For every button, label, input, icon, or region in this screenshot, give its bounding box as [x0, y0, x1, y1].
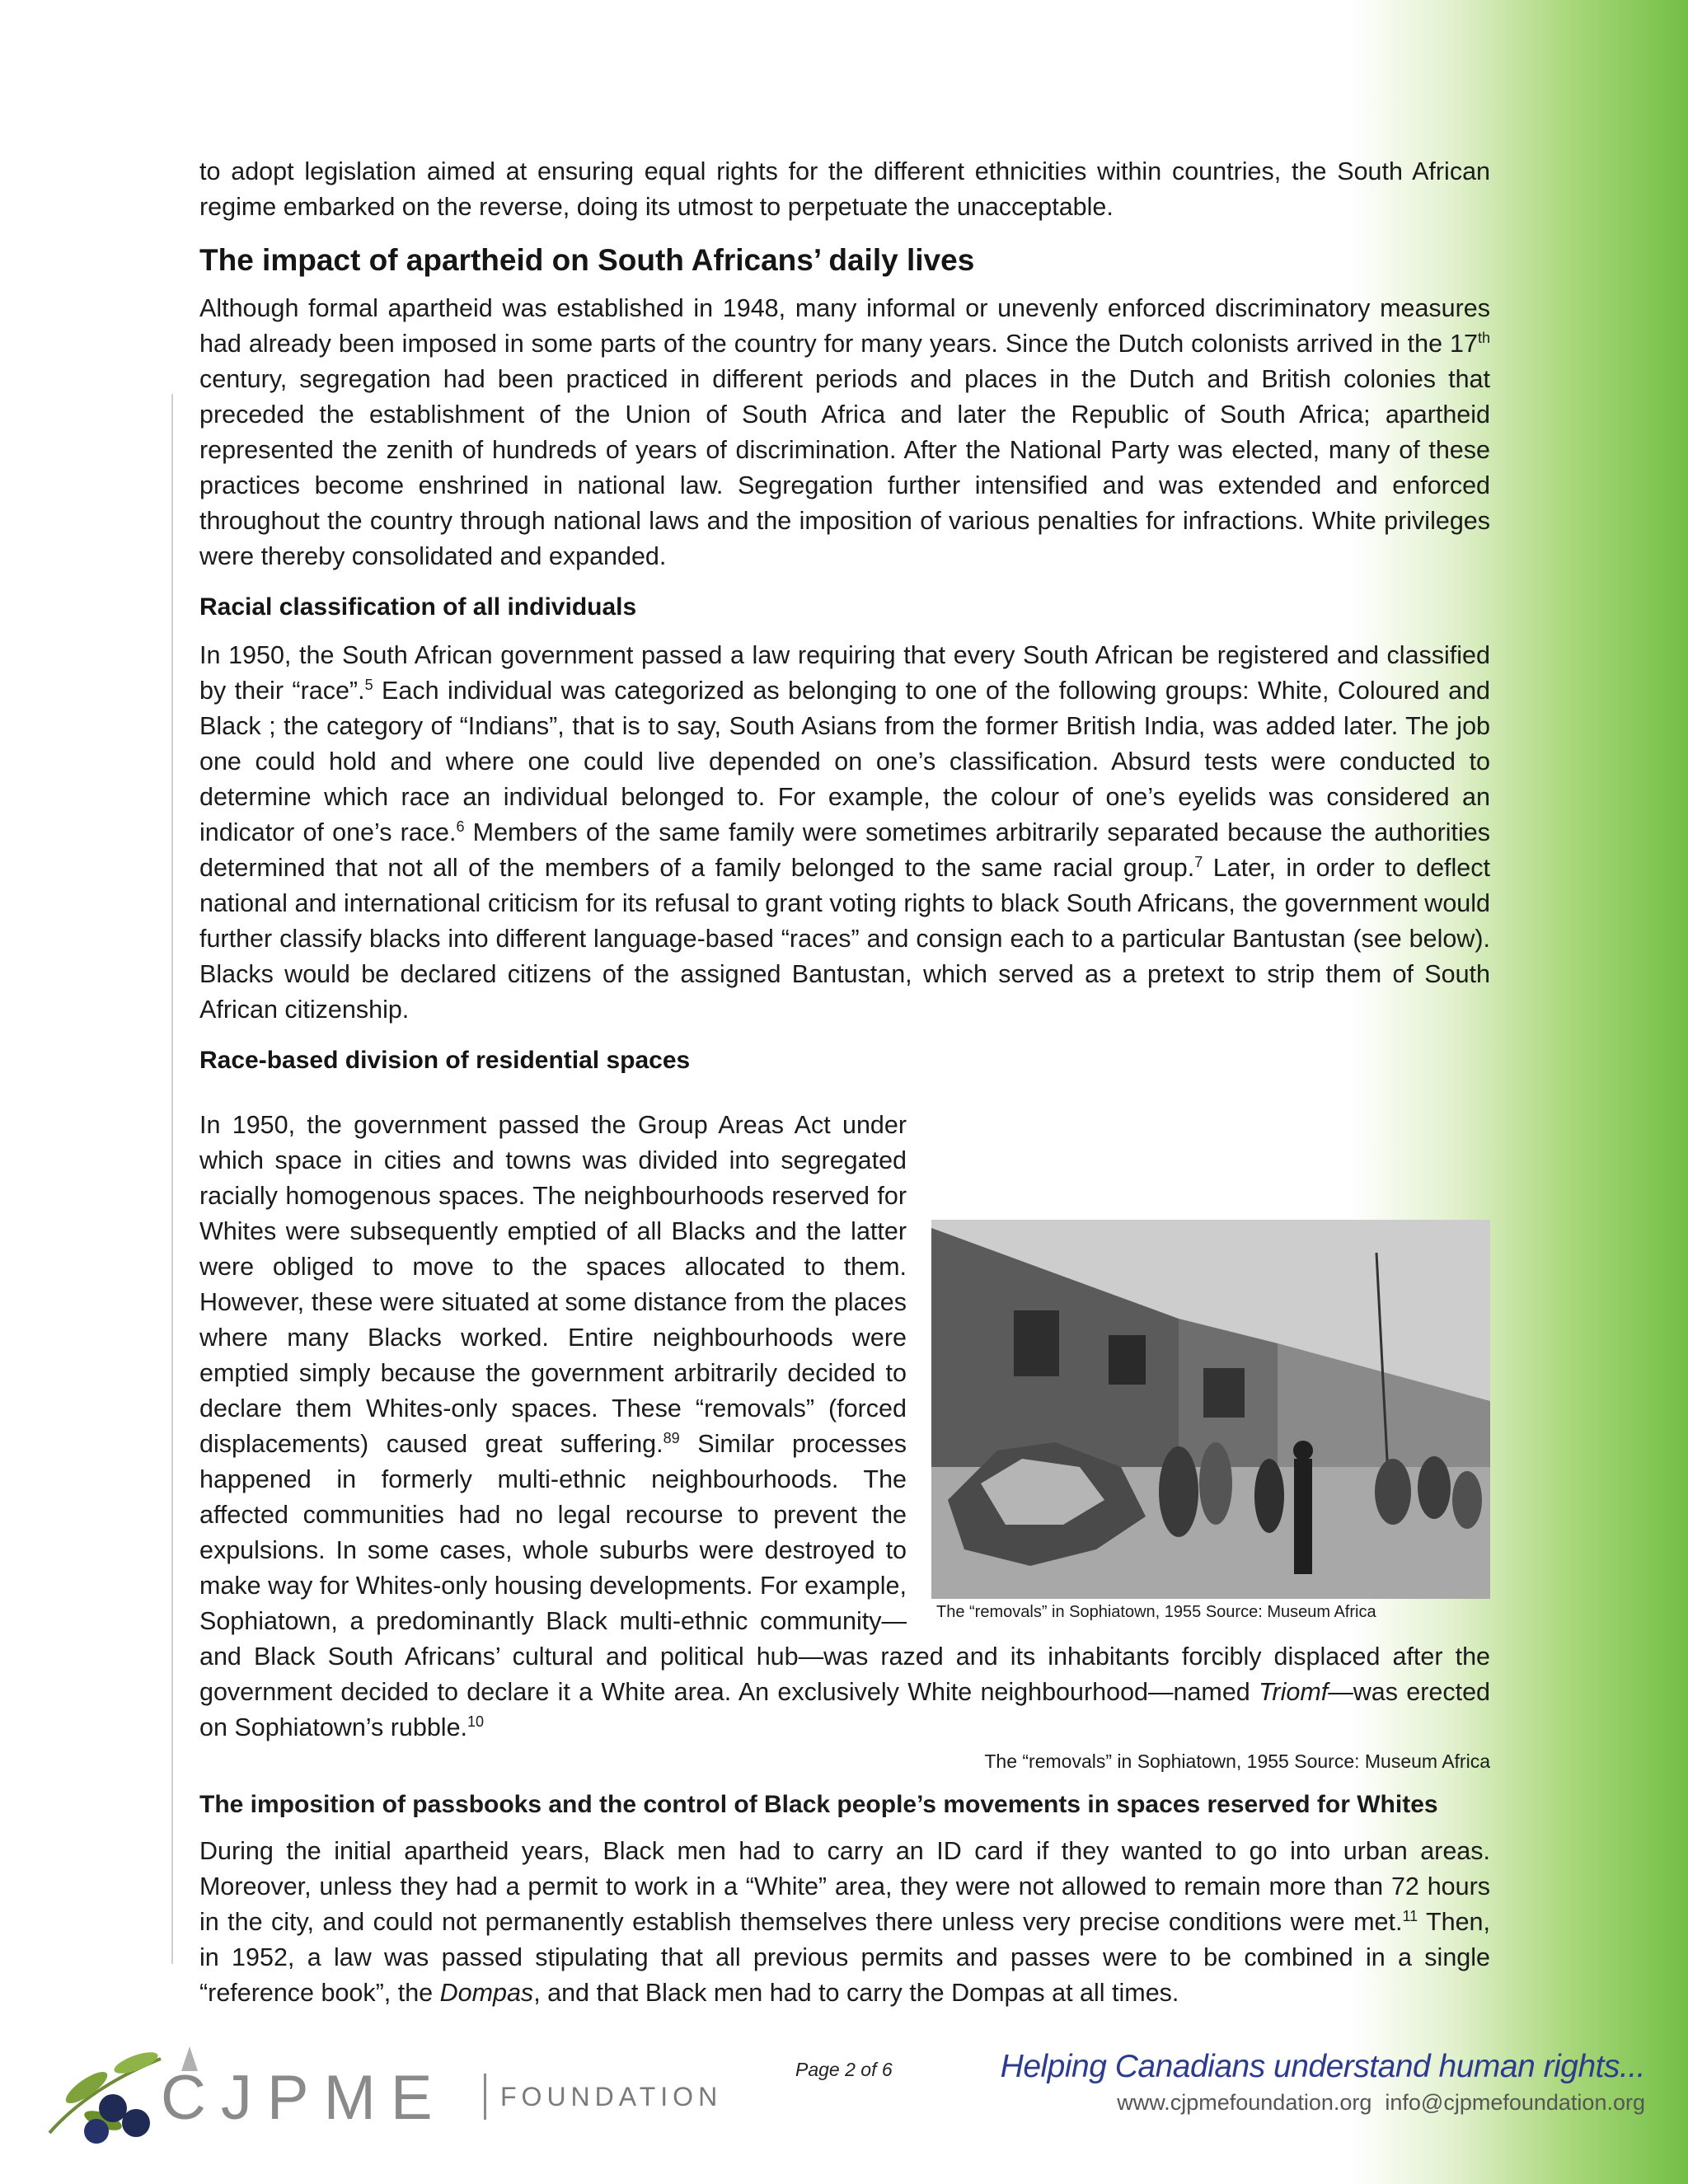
triomf-term: Triomf	[1259, 1678, 1329, 1706]
footnote-ref-6[interactable]: 6	[456, 818, 465, 835]
residential-body: In 1950, the government passed the Group Areas Act under which space in cities and towns was divided into segregated racially homogenous spaces. The neighbourhoods reserved for Whites were subsequently emptied of all Blacks and the latter were obliged to move to the spaces allocated to them. However, these were situated at some distance from the places where many Blacks worked. Entire neighbourhoods were emptied simply because the government arbitrarily decided to declare them Whites-only spaces. These “removals” (forced displacements) caused great suffering.$^{89}$ Similar processes happened in formerly multi-ethnic neighbourhoods. The affected communities had no legal recourse to prevent the expulsions. In some cases, whole suburbs were destroyed to make way for Whites-only housing developments. For example, Sophiatown, a predominantly Black multi-ethnic community—and Black South Africans’ cultural and political hub—was razed and its inhabitants forcibly displaced after the government decided to declare it a White area. An exclusively White neighbourhood—named Triomf—was erected on Sophiatown’s rubble.$^{10}$	[199, 1111, 1490, 1741]
subheading-passbooks: The imposition of passbooks and the control of Black people’s movements in spaces reserved for Whites	[199, 1791, 1438, 1818]
superscript-th: th	[1477, 329, 1490, 346]
tagline: Helping Canadians understand human rights...	[1000, 2049, 1645, 2084]
article-body	[199, 154, 1490, 1078]
footnote-ref-89[interactable]: 89	[663, 1429, 680, 1446]
footnote-ref-7[interactable]: 7	[1194, 853, 1203, 870]
dompas-term: Dompas	[439, 1979, 534, 2007]
footnote-ref-11[interactable]: 11	[1402, 1907, 1418, 1924]
cjpme-logo[interactable]	[45, 2042, 723, 2149]
racial-paragraph: In 1950, the South African government passed a law requiring that every South African be registered and classified by their “race”.$^5$ Each individual was categorized as belonging to one of the following groups: White, Coloured and Black ; the category of “Indians”, that is to say, South Asians from the former British India, was added later. The job one could hold and where one could live depended on one’s classification. Absurd tests were conducted to determine which race an individual belonged to. For example, the colour of one’s eyelids was considered an indicator of one’s race.$^6$ Members of the same family were sometimes arbitrarily separated because the authorities determined that not all of the members of a family belonged to the same racial group.$^7$ Later, in order to deflect national and international criticism for its refusal to grant voting rights to black South Africans, the government would further classify blacks into different language-based “races” and consign each to a particular Bantustan (see below). Blacks would be declared citizens of the assigned Bantustan, which served as a pretext to strip them of South African citizenship.	[199, 641, 1491, 1024]
logo-subtitle: FOUNDATION	[500, 2082, 723, 2111]
intro-paragraph: to adopt legislation aimed at ensuring equal rights for the different ethnicities within countries, the South African regime embarked on the reverse, doing its utmost to perpetuate the unacceptable.	[199, 157, 1490, 221]
contact-info	[1117, 2090, 1645, 2116]
caption-repeat: The “removals” in Sophiatown, 1955 Source: Museum Africa	[984, 1750, 1490, 1772]
sophiatown-photograph	[931, 1220, 1490, 1599]
footnote-ref-5[interactable]: 5	[364, 676, 373, 693]
email-link[interactable]: info@cjpmefoundation.org	[1385, 2090, 1645, 2115]
photo-caption-inline: The “removals” in Sophiatown, 1955 Source: Museum Africa	[936, 1603, 1376, 1621]
section-heading-impact: The impact of apartheid on South Africans’ daily lives	[199, 243, 975, 277]
impact-paragraph: Although formal apartheid was established in 1948, many informal or unevenly enforced discriminatory measures had already been imposed in some parts of the country for many years. Since the Dutch colonists arrived in the 17th century, segregation had been practiced in different periods and places in the Dutch and British colonies that preceded the establishment of the Union of South Africa and later the Republic of South Africa; apartheid represented the zenith of hundreds of years of discrimination. After the National Party was elected, many of these practices become enshrined in national law. Segregation further intensified and was extended and enforced throughout the country through national laws and the imposition of various penalties for infractions. White privileges were thereby consolidated and expanded.	[199, 294, 1490, 570]
logo-wordmark: CJPME	[161, 2063, 448, 2133]
subheading-racial-classification: Racial classification of all individuals	[199, 593, 637, 621]
residential-section	[199, 1108, 1490, 2011]
passbooks-paragraph: During the initial apartheid years, Black men had to carry an ID card if they wanted to go into urban areas. Moreover, unless they had a permit to work in a “White” area, they were not allowed to remain more than 72 hours in the city, and could not permanently establish themselves there unless very precise conditions were met.$^{11}$ Then, in 1952, a law was passed stipulating that all previous permits and passes were to be combined in a single “reference book”, the Dompas, and that Black men had to carry the Dompas at all times.	[199, 1837, 1490, 2007]
subheading-residential-spaces: Race-based division of residential spaces	[199, 1047, 691, 1074]
margin-rule	[171, 394, 173, 1964]
logo-divider	[484, 2074, 486, 2120]
page-number: Page 2 of 6	[795, 2059, 893, 2080]
website-link[interactable]: www.cjpmefoundation.org	[1117, 2090, 1372, 2115]
footnote-ref-10[interactable]: 10	[467, 1713, 485, 1730]
sophiatown-photo-figure	[931, 1220, 1490, 1624]
